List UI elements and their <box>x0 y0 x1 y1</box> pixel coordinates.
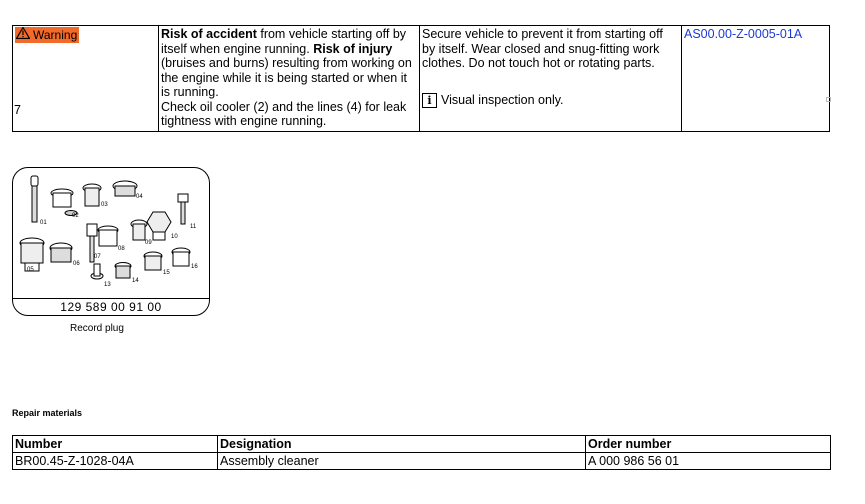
column-header-designation: Designation <box>218 436 586 453</box>
part-label-02: 02 <box>72 213 79 219</box>
info-text: Visual inspection only. <box>441 92 564 107</box>
part-label-10: 10 <box>171 234 178 240</box>
tool-box <box>12 167 210 316</box>
record-plug-illustration <box>13 168 209 298</box>
repair-materials-table <box>12 435 831 470</box>
part-label-01: 01 <box>40 220 47 226</box>
warning-label: Warning <box>33 27 78 42</box>
warning-triangle-icon <box>16 27 30 43</box>
tool-number: 129 589 00 91 00 <box>60 300 162 314</box>
info-line <box>422 93 679 108</box>
part-label-09: 09 <box>145 240 152 246</box>
repair-materials-heading: Repair materials <box>12 408 83 418</box>
part-label-15: 15 <box>163 270 170 276</box>
risk-accident-text: from vehicle starting off by itself when engine running. <box>161 27 407 56</box>
instruction-table <box>12 25 830 132</box>
tool-divider <box>13 298 209 299</box>
column-header-number: Number <box>13 436 218 453</box>
reference-cell <box>682 26 830 132</box>
document-reference-link[interactable]: AS00.00-Z-0005-01A <box>684 27 803 41</box>
column-header-order-number: Order number <box>586 436 831 453</box>
material-number-link[interactable]: BR00.45-Z-1028-04A <box>13 453 218 470</box>
risk-injury-label: Risk of injury <box>313 41 393 56</box>
safety-text: Secure vehicle to prevent it from starting off by itself. Wear closed and snug-fitting work clothes. Do not touch hot or rotating parts. <box>422 27 663 70</box>
part-label-13: 13 <box>104 282 111 288</box>
safety-cell <box>420 26 682 132</box>
table-row <box>13 453 831 470</box>
part-label-14: 14 <box>132 278 139 284</box>
table-marker <box>826 97 831 102</box>
part-label-06: 06 <box>73 261 80 267</box>
part-label-08: 08 <box>118 246 125 252</box>
part-label-07: 07 <box>94 254 101 260</box>
tool-caption: Record plug <box>70 323 124 334</box>
risk-cell <box>159 26 420 132</box>
table-header-row <box>13 436 831 453</box>
step-text: Check oil cooler (2) and the lines (4) for leak tightness with engine running. <box>161 99 407 128</box>
part-label-03: 03 <box>101 202 108 208</box>
part-label-11: 11 <box>190 224 197 230</box>
risk-accident-label: Risk of accident <box>161 27 257 41</box>
warning-badge <box>15 27 79 43</box>
part-label-04: 04 <box>136 194 143 200</box>
info-icon: i <box>422 93 437 108</box>
risk-injury-text: (bruises and burns) resulting from working on the engine while it is being started or when it is running. <box>161 56 412 99</box>
part-label-16: 16 <box>191 264 198 270</box>
material-order-number: A 000 986 56 01 <box>586 453 831 470</box>
material-designation: Assembly cleaner <box>218 453 586 470</box>
warning-cell <box>13 26 159 132</box>
part-label-05: 05 <box>27 267 34 273</box>
step-number: 7 <box>14 103 21 117</box>
